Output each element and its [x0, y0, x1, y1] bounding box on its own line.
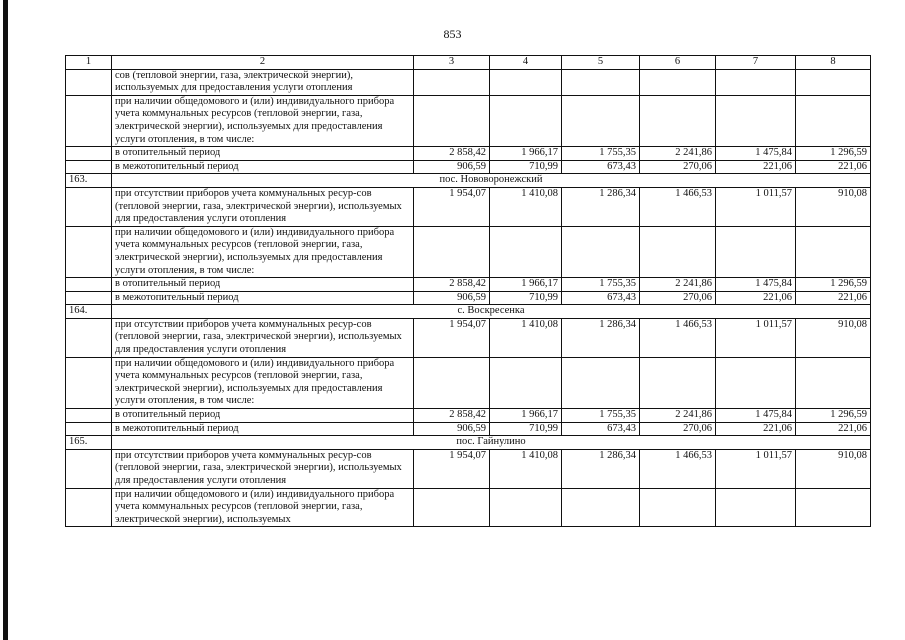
- table-row: [66, 318, 871, 357]
- value-cell: 1 966,17: [490, 278, 562, 292]
- table-row: [66, 409, 871, 423]
- column-header: 4: [490, 56, 562, 70]
- column-header: 6: [640, 56, 716, 70]
- value-cell: 1 755,35: [562, 278, 640, 292]
- value-cell: 1 475,84: [716, 147, 796, 161]
- value-cell: 270,06: [640, 422, 716, 436]
- value-cell: 710,99: [490, 160, 562, 174]
- value-cell: [490, 95, 562, 146]
- value-cell: [562, 357, 640, 408]
- row-index: [66, 160, 112, 174]
- column-header: 1: [66, 56, 112, 70]
- row-index: [66, 95, 112, 146]
- column-header: 7: [716, 56, 796, 70]
- value-cell: 906,59: [414, 422, 490, 436]
- value-cell: [562, 488, 640, 527]
- row-index: [66, 69, 112, 95]
- table-row: [66, 488, 871, 527]
- value-cell: 1 466,53: [640, 449, 716, 488]
- value-cell: [640, 69, 716, 95]
- value-cell: 906,59: [414, 291, 490, 305]
- value-cell: 1 954,07: [414, 318, 490, 357]
- table-row: [66, 278, 871, 292]
- row-index: [66, 226, 112, 277]
- value-cell: [490, 357, 562, 408]
- value-cell: 1 410,08: [490, 449, 562, 488]
- settlement-name: с. Воскресенка: [112, 305, 871, 319]
- row-description: в отопительный период: [112, 278, 414, 292]
- table-row: [66, 226, 871, 277]
- row-index: [66, 449, 112, 488]
- row-description: в межотопительный период: [112, 422, 414, 436]
- column-header: 3: [414, 56, 490, 70]
- value-cell: 673,43: [562, 422, 640, 436]
- value-cell: 2 858,42: [414, 409, 490, 423]
- value-cell: 673,43: [562, 160, 640, 174]
- column-header: 5: [562, 56, 640, 70]
- value-cell: [414, 488, 490, 527]
- value-cell: 270,06: [640, 160, 716, 174]
- value-cell: 2 241,86: [640, 409, 716, 423]
- row-index: [66, 187, 112, 226]
- value-cell: 1 755,35: [562, 147, 640, 161]
- value-cell: 1 286,34: [562, 318, 640, 357]
- value-cell: [490, 488, 562, 527]
- value-cell: [490, 69, 562, 95]
- value-cell: 221,06: [716, 291, 796, 305]
- value-cell: 673,43: [562, 291, 640, 305]
- value-cell: 1 954,07: [414, 187, 490, 226]
- table-row: [66, 95, 871, 146]
- value-cell: 1 475,84: [716, 409, 796, 423]
- page-edge-bar: [3, 0, 8, 640]
- row-index: [66, 422, 112, 436]
- table-row: [66, 449, 871, 488]
- value-cell: 1 755,35: [562, 409, 640, 423]
- value-cell: 2 858,42: [414, 147, 490, 161]
- row-index: [66, 291, 112, 305]
- row-index: [66, 278, 112, 292]
- row-description: при отсутствии приборов учета коммунальных ресур-сов (тепловой энергии, газа, электрической энергии), используемых для предоставления услуги отопления: [112, 449, 414, 488]
- value-cell: [796, 95, 871, 146]
- row-description: при наличии общедомового и (или) индивидуального прибора учета коммунальных ресурсов (тепловой энергии, газа, электрической энергии), используемых для предоставления услуги отопления, в том числе:: [112, 95, 414, 146]
- value-cell: [716, 226, 796, 277]
- row-index: [66, 318, 112, 357]
- value-cell: 1 011,57: [716, 318, 796, 357]
- value-cell: [716, 357, 796, 408]
- row-index: 164.: [66, 305, 112, 319]
- row-index: 165.: [66, 436, 112, 450]
- tariff-table: [65, 55, 871, 527]
- value-cell: 906,59: [414, 160, 490, 174]
- row-description: при наличии общедомового и (или) индивидуального прибора учета коммунальных ресурсов (тепловой энергии, газа, электрической энергии), используемых для предоставления услуги отопления, в том числе:: [112, 357, 414, 408]
- table-header-row: [66, 56, 871, 70]
- table-row: [66, 69, 871, 95]
- settlement-name: пос. Гайнулино: [112, 436, 871, 450]
- value-cell: [716, 69, 796, 95]
- table-row: [66, 187, 871, 226]
- value-cell: 1 296,59: [796, 409, 871, 423]
- value-cell: 1 475,84: [716, 278, 796, 292]
- value-cell: 221,06: [796, 160, 871, 174]
- row-description: в отопительный период: [112, 147, 414, 161]
- value-cell: [640, 357, 716, 408]
- column-header: 8: [796, 56, 871, 70]
- value-cell: 1 296,59: [796, 147, 871, 161]
- settlement-row: [66, 436, 871, 450]
- row-description: при отсутствии приборов учета коммунальных ресур-сов (тепловой энергии, газа, электрической энергии), используемых для предоставления услуги отопления: [112, 318, 414, 357]
- page-number: 853: [443, 27, 462, 41]
- row-description: в межотопительный период: [112, 160, 414, 174]
- value-cell: 2 858,42: [414, 278, 490, 292]
- value-cell: 1 466,53: [640, 187, 716, 226]
- value-cell: [562, 69, 640, 95]
- value-cell: 710,99: [490, 422, 562, 436]
- value-cell: 2 241,86: [640, 278, 716, 292]
- value-cell: 1 011,57: [716, 449, 796, 488]
- row-description: сов (тепловой энергии, газа, электрической энергии), используемых для предоставления услуги отопления: [112, 69, 414, 95]
- table-row: [66, 160, 871, 174]
- value-cell: 910,08: [796, 449, 871, 488]
- value-cell: [640, 95, 716, 146]
- value-cell: [414, 226, 490, 277]
- value-cell: 221,06: [796, 422, 871, 436]
- row-description: при отсутствии приборов учета коммунальных ресур-сов (тепловой энергии, газа, электрической энергии), используемых для предоставления услуги отопления: [112, 187, 414, 226]
- value-cell: [562, 95, 640, 146]
- table-body: [66, 56, 871, 527]
- settlement-row: [66, 305, 871, 319]
- value-cell: [716, 95, 796, 146]
- value-cell: 1 011,57: [716, 187, 796, 226]
- value-cell: 1 296,59: [796, 278, 871, 292]
- value-cell: 1 410,08: [490, 318, 562, 357]
- value-cell: [414, 95, 490, 146]
- settlement-name: пос. Нововоронежский: [112, 174, 871, 188]
- table-row: [66, 422, 871, 436]
- value-cell: [796, 226, 871, 277]
- value-cell: 1 286,34: [562, 449, 640, 488]
- row-description: при наличии общедомового и (или) индивидуального прибора учета коммунальных ресурсов (тепловой энергии, газа, электрической энергии), используемых для предоставления услуги отопления, в том числе:: [112, 226, 414, 277]
- row-index: [66, 409, 112, 423]
- value-cell: 1 966,17: [490, 409, 562, 423]
- value-cell: 2 241,86: [640, 147, 716, 161]
- row-description: в отопительный период: [112, 409, 414, 423]
- row-index: [66, 357, 112, 408]
- value-cell: [414, 69, 490, 95]
- value-cell: 1 466,53: [640, 318, 716, 357]
- value-cell: 221,06: [796, 291, 871, 305]
- value-cell: 710,99: [490, 291, 562, 305]
- value-cell: [640, 226, 716, 277]
- value-cell: 1 410,08: [490, 187, 562, 226]
- value-cell: 270,06: [640, 291, 716, 305]
- value-cell: [562, 226, 640, 277]
- table-row: [66, 357, 871, 408]
- value-cell: [796, 69, 871, 95]
- row-index: [66, 147, 112, 161]
- value-cell: [640, 488, 716, 527]
- value-cell: 1 286,34: [562, 187, 640, 226]
- value-cell: 1 966,17: [490, 147, 562, 161]
- value-cell: 221,06: [716, 160, 796, 174]
- value-cell: [716, 488, 796, 527]
- table-row: [66, 291, 871, 305]
- row-description: при наличии общедомового и (или) индивидуального прибора учета коммунальных ресурсов (тепловой энергии, газа, электрической энергии), используемых: [112, 488, 414, 527]
- column-header: 2: [112, 56, 414, 70]
- value-cell: 1 954,07: [414, 449, 490, 488]
- row-index: [66, 488, 112, 527]
- value-cell: [414, 357, 490, 408]
- row-description: в межотопительный период: [112, 291, 414, 305]
- value-cell: [796, 357, 871, 408]
- value-cell: [490, 226, 562, 277]
- value-cell: 221,06: [716, 422, 796, 436]
- table-row: [66, 147, 871, 161]
- value-cell: 910,08: [796, 318, 871, 357]
- row-index: 163.: [66, 174, 112, 188]
- settlement-row: [66, 174, 871, 188]
- value-cell: [796, 488, 871, 527]
- value-cell: 910,08: [796, 187, 871, 226]
